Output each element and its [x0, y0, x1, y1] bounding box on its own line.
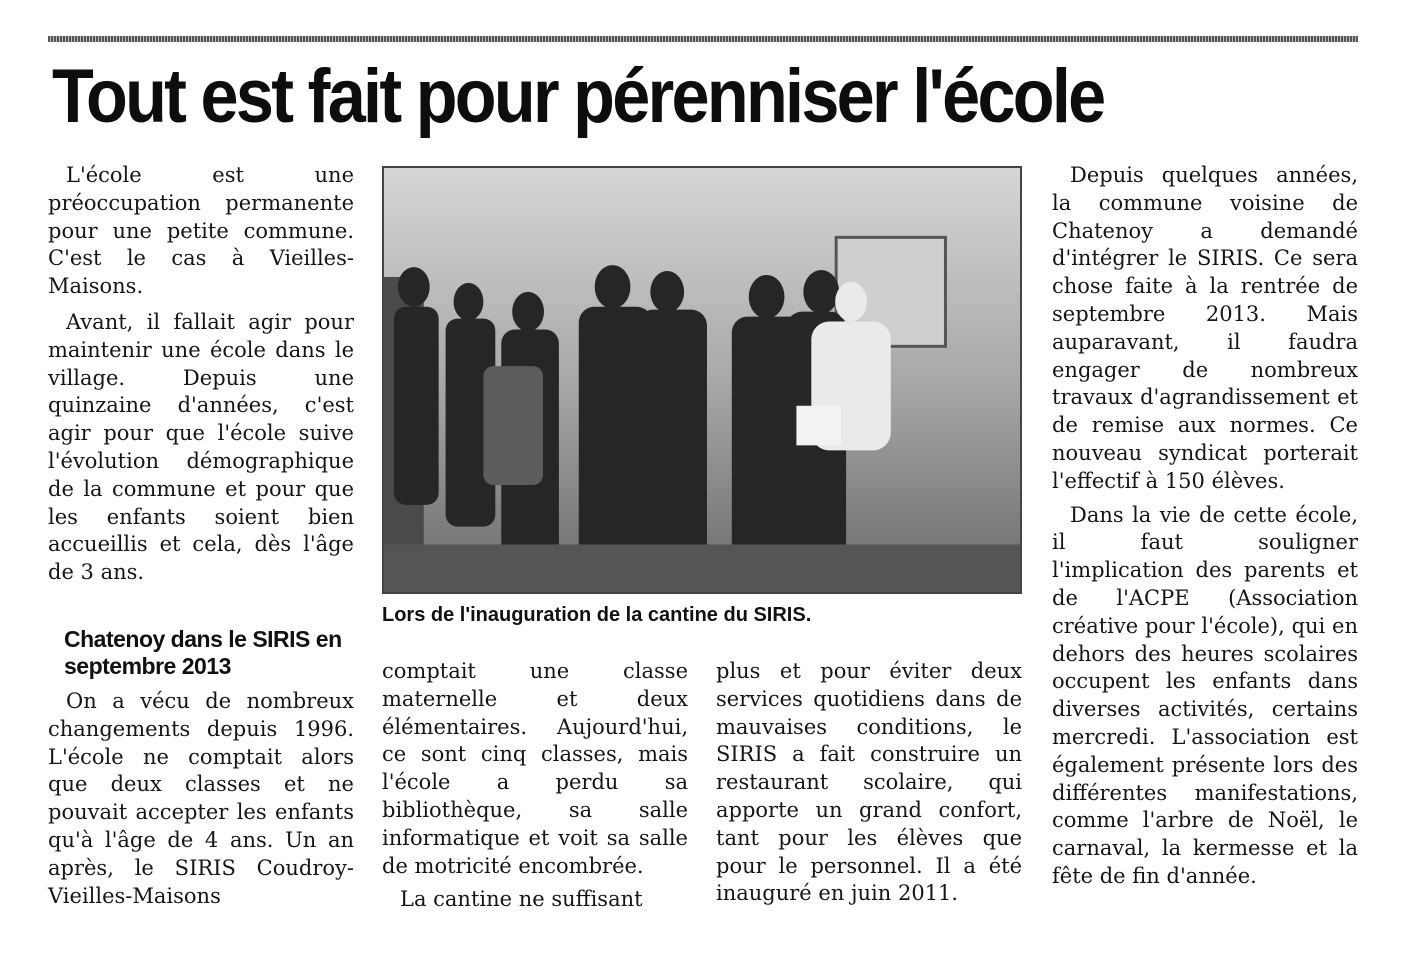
top-rule [48, 36, 1358, 42]
column-2 [382, 658, 688, 914]
inauguration-photo [382, 166, 1022, 594]
paragraph: La cantine ne suffisant [400, 887, 643, 912]
photo-caption: Lors de l'inauguration de la cantine du SIRIS. [382, 604, 812, 626]
subheading: Chatenoy dans le SIRIS en septembre 2013 [64, 626, 342, 679]
column-1 [48, 162, 354, 587]
photo-illustration [384, 168, 1020, 592]
paragraph: L'école est une préoccupation permanente pour une petite commune. C'est le cas à Vieilles-Maisons. [48, 163, 354, 299]
column-3 [716, 658, 1022, 908]
paragraph: comptait une classe maternelle et deux élémentaires. Aujourd'hui, ce sont cinq classes, mais l'école a perdu sa bibliothèque, sa salle informatique et voit sa salle de motricité encombrée. [382, 659, 688, 878]
paragraph: Avant, il fallait agir pour maintenir une école dans le village. Depuis une quinzaine d'années, c'est agir pour que l'école suive l'évolution démographique de la commune et pour que les enfants soient bien accueillis et cela, dès l'âge de 3 ans. [48, 309, 354, 585]
paragraph: Dans la vie de cette école, il faut souligner l'implication des parents et de l'ACPE (Association créative pour l'école), qui en dehors des heures scolaires occupent les enfants dans diverses activités, certains mercredi. L'association est également présente lors des différentes manifestations, comme l'arbre de Noël, le carnaval, la kermesse et la fête de fin d'année. [1052, 502, 1358, 888]
column-1-continued [48, 688, 354, 910]
headline: Tout est fait pour pérenniser l'école [52, 54, 1104, 139]
column-4 [1052, 162, 1358, 891]
paragraph: Depuis quelques années, la commune voisine de Chatenoy a demandé d'intégrer le SIRIS. Ce sera chose faite à la rentrée de septembre 2013. Mais auparavant, il faudra engager de nombreux travaux d'agrandissement et de remise aux normes. Ce nouveau syndicat porterait l'effectif à 150 élèves. [1052, 163, 1358, 493]
paragraph: On a vécu de nombreux changements depuis 1996. L'école ne comptait alors que deux classes et ne pouvait accepter les enfants qu'à l'âge de 4 ans. Un an après, le SIRIS Coudroy-Vieilles-Maisons [48, 689, 354, 908]
paragraph: plus et pour éviter deux services quotidiens dans de mauvaises conditions, le SIRIS a fait construire un restaurant scolaire, qui apporte un grand confort, tant pour les élèves que pour le personnel. Il a été inauguré en juin 2011. [716, 659, 1022, 906]
